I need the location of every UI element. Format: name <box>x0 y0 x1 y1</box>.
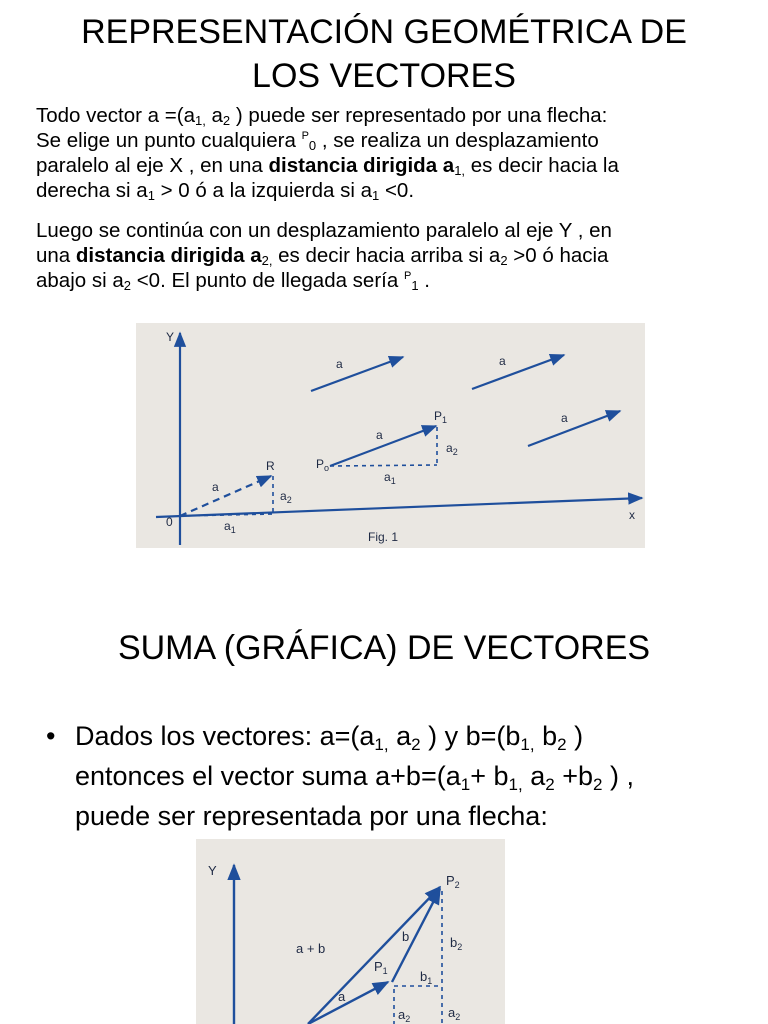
text-run: ) <box>566 721 584 751</box>
bullet-symbol: • <box>46 721 56 751</box>
x-axis-label: x <box>629 508 635 522</box>
paragraph-representation <box>36 103 736 203</box>
text-run: Dados los vectores: a=(a <box>75 721 375 751</box>
text-run: derecha si a <box>36 179 148 202</box>
figure-1-vector-representation <box>136 323 645 548</box>
subscript: 2, <box>261 253 273 268</box>
vector-a-label: a <box>338 989 346 1004</box>
text-run: Luego se continúa con un desplazamiento paralelo al eje Y , en <box>36 219 612 242</box>
text-run: a <box>388 721 412 751</box>
subscript: 2 <box>222 113 231 128</box>
free-vector-3 <box>528 411 620 446</box>
point-p1-label: $P_1$ <box>434 409 448 425</box>
subscript: 1 <box>147 188 155 203</box>
text-run: a <box>205 104 223 127</box>
subscript: 1, <box>520 735 535 754</box>
vector-b-label: b <box>402 929 410 944</box>
section-title-suma: SUMA (GRÁFICA) DE VECTORES <box>117 629 651 667</box>
bullet-text <box>75 716 735 836</box>
subscript: 2 <box>411 735 421 754</box>
subscript: 1 <box>460 775 471 794</box>
y-axis-label: Y <box>166 330 175 344</box>
point-p1-label: $P_1$ <box>374 959 388 976</box>
text-run: Todo vector a =(a <box>36 104 195 127</box>
subscript: 2 <box>500 253 508 268</box>
superscript: P <box>403 270 412 283</box>
vector-label: a <box>376 428 383 442</box>
text-run: <0. <box>379 179 415 202</box>
text-run: >0 ó hacia <box>507 244 609 267</box>
free-vector-2 <box>472 355 564 389</box>
sum-label: a + b <box>296 941 326 956</box>
section-title-representacion <box>0 10 768 98</box>
text-run: ) puede ser representado por una flecha: <box>230 104 608 127</box>
vector-a-plus-b <box>308 887 440 1024</box>
text-run: + b <box>470 761 509 791</box>
component-a2-label: $a_2$ <box>446 441 458 457</box>
point-r-label: R <box>266 459 275 473</box>
point-p2-label: $P_2$ <box>446 873 460 890</box>
component-b1-label: $b_1$ <box>420 969 433 986</box>
vector-b <box>392 889 440 982</box>
subscript: 0 <box>308 138 317 153</box>
superscript: P <box>301 130 309 143</box>
y-axis-label: Y <box>208 863 217 878</box>
point-p0-label: $P_o$ <box>316 457 330 473</box>
subscript: 1, <box>508 775 523 794</box>
subscript: 1, <box>194 113 206 128</box>
component-a1-label: $a_1$ <box>384 470 396 486</box>
subscript: 1, <box>454 163 466 178</box>
component-a1-label: $a_1$ <box>224 519 236 535</box>
vector-label: a <box>499 354 506 368</box>
text-run: ) y b=(b <box>420 721 521 751</box>
text-run: a <box>522 761 546 791</box>
subscript: 1 <box>411 278 419 293</box>
component-a2-label: $a_2$ <box>398 1007 411 1024</box>
paragraph-continuation <box>36 218 736 293</box>
text-run: . <box>418 269 430 292</box>
text-run: abajo si a <box>36 269 124 292</box>
vector-label: a <box>561 411 568 425</box>
text-run: entonces el vector suma a+b=(a <box>75 761 461 791</box>
component-a2-label: $a_2$ <box>280 489 292 505</box>
title-line-1: REPRESENTACIÓN GEOMÉTRICA DE <box>81 13 687 51</box>
text-run: Se elige un punto cualquiera <box>36 129 302 152</box>
subscript: 1 <box>372 188 380 203</box>
component-a1-p0 <box>330 465 437 466</box>
subscript: 2 <box>545 775 555 794</box>
text-run: es decir hacia arriba si a <box>272 244 501 267</box>
component-a2-label: $a_2$ <box>448 1005 461 1022</box>
subscript: 2 <box>123 278 131 293</box>
figure-2-vector-sum <box>196 839 505 1024</box>
vector-label: a <box>212 480 219 494</box>
text-run: puede ser representada por una flecha: <box>75 801 548 831</box>
origin-label: 0 <box>166 515 173 529</box>
vector-origin-a <box>180 476 271 516</box>
text-run: es decir hacia la <box>465 154 619 177</box>
vector-a <box>308 982 388 1024</box>
text-run: <0. El punto de llegada sería <box>131 269 404 292</box>
text-run: > 0 ó a la izquierda si a <box>154 179 373 202</box>
bold-term: distancia dirigida a <box>75 244 262 267</box>
text-run: paralelo al eje X , en una <box>36 154 269 177</box>
title-line-2: LOS VECTORES <box>252 57 516 95</box>
text-run: b <box>534 721 558 751</box>
text-run: +b <box>554 761 593 791</box>
vector-label: a <box>336 357 343 371</box>
figure-2-drawing <box>196 839 505 1024</box>
component-b2-label: $b_2$ <box>450 935 463 952</box>
free-vector-1 <box>311 357 403 391</box>
text-run: ) , <box>602 761 634 791</box>
figure-caption: Fig. 1 <box>368 530 399 544</box>
subscript: 2 <box>557 735 567 754</box>
subscript: 2 <box>592 775 603 794</box>
vector-p0-p1 <box>330 426 436 466</box>
text-run: , se realiza un desplazamiento <box>316 129 599 152</box>
figure-1-drawing <box>136 323 645 548</box>
subscript: 1, <box>374 735 389 754</box>
text-run: una <box>36 244 76 267</box>
bold-term: distancia dirigida a <box>268 154 455 177</box>
